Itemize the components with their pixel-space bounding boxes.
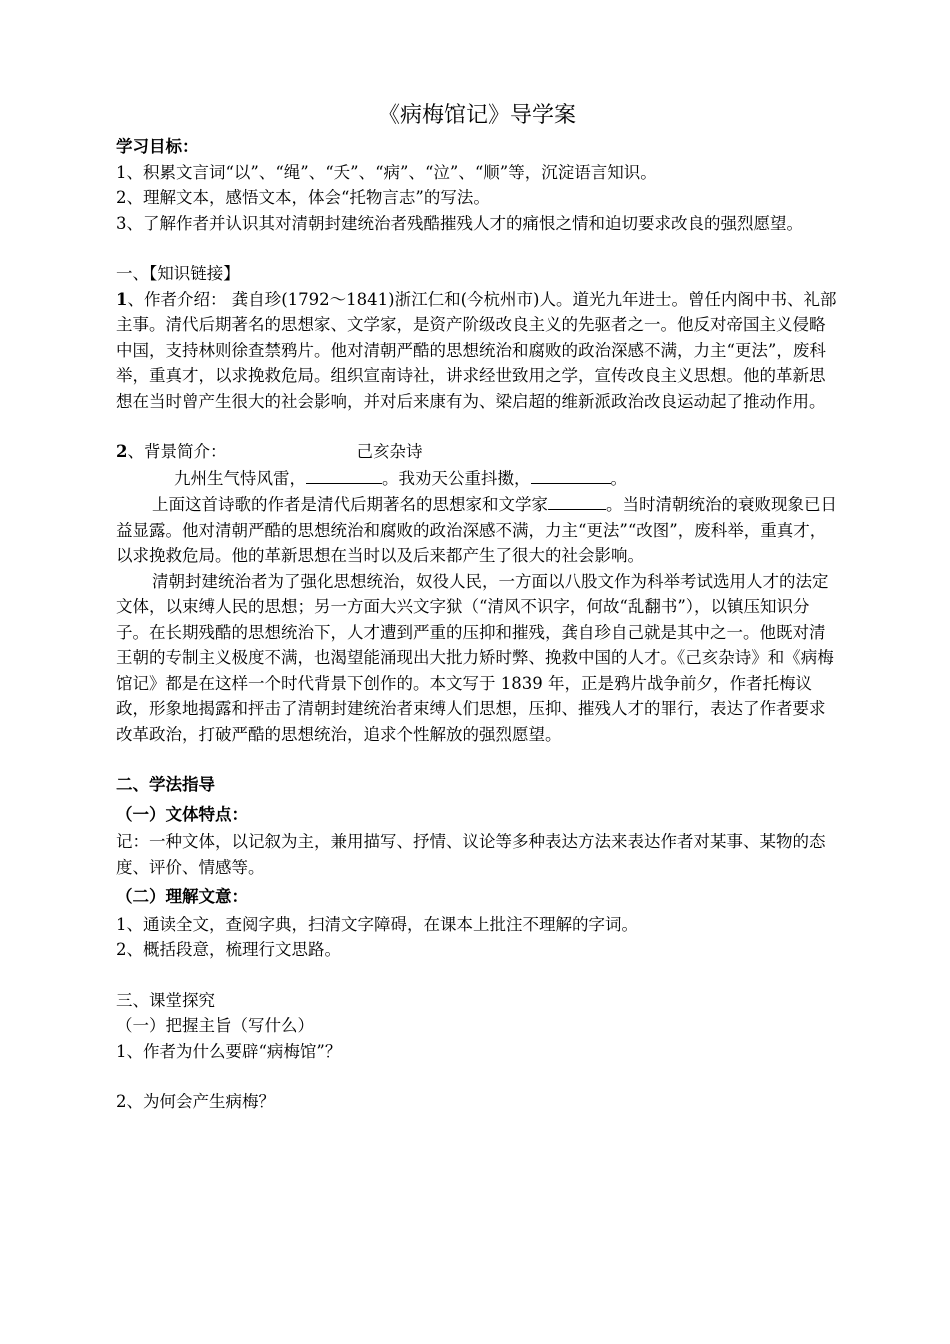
poem-line-a: 九州生气恃风雷， — [174, 468, 306, 488]
genre-text: 记：一种文体，以记叙为主，兼用描写、抒情、议论等多种表达方法来表达作者对某事、某物的态度、评价、情感等。 — [116, 832, 826, 877]
background-para-1b: 。当时清朝统治的衰败现象已日益显露。他对清朝严酷的思想统治和腐败的政治深感不满，力主“更法”“改图”，废科举，重真才，以求挽救危局。他的革新思想在当时以及后来都产生了很大的社会影响。 — [116, 495, 837, 565]
section2-heading: 二、学法指导 — [116, 775, 215, 794]
document-page — [116, 98, 838, 1115]
author-intro-number: 1 — [116, 289, 128, 309]
meaning-subheading: （二）理解文意： — [116, 887, 248, 906]
background-para-2: 清朝封建统治者为了强化思想统治，奴役人民，一方面以八股文作为科举考试选用人才的法定文体，以束缚人民的思想；另一方面大兴文字狱（“清风不识字，何故“乱翻书”），以镇压知识分子。在长期残酷的思想统治下，人才遭到严重的压抑和摧残，龚自珍自己就是其中之一。他既对清王朝的专制主义极度不满，也渴望能涌现出大批力矫时弊、挽救中国的人才。《己亥杂诗》和《病梅馆记》都是在这样一个时代背景下创作的。本文写于 1839 年，正是鸦片战争前夕，作者托梅议政，形象地揭露和抨击了清朝封建统治者束缚人们思想，压抑、摧残人才的罪行，表达了作者要求改革政治，打破严酷的思想统治，追求个性解放的强烈愿望。 — [116, 571, 834, 744]
poem-blank-2[interactable] — [531, 465, 611, 484]
author-intro — [116, 287, 838, 415]
poem-line-c: 。 — [610, 468, 627, 488]
background-intro — [116, 439, 838, 465]
goal-item-3: 3、了解作者并认识其对清朝封建统治者残酷摧残人才的痛恨之情和迫切要求改良的强烈愿望。 — [116, 213, 803, 233]
background-number: 2 — [116, 442, 128, 461]
meaning-item-1: 1、通读全文，查阅字典，扫清文字障碍，在课本上批注不理解的字词。 — [116, 914, 638, 934]
goals-heading: 学习目标： — [116, 137, 199, 156]
author-intro-text: 、作者介绍： 龚自珍(1792～1841)浙江仁和(今杭州市)人。道光九年进士。曾任内阁中书、礼部主事。清代后期著名的思想家、文学家，是资产阶级改良主义的先驱者之一。他反对帝国主义侵略中国，支持林则徐查禁鸦片。他对清朝严酷的思想统治和腐败的政治深感不满，力主“更法”，废科举，重真才，以求挽救危局。组织宣南诗社，讲求经世致用之学，宣传改良主义思想。他的革新思想在当时曾产生很大的社会影响，并对后来康有为、梁启超的维新派政治改良运动起了推动作用。 — [116, 289, 837, 411]
poem-lines — [116, 465, 838, 492]
goal-item-2: 2、理解文本，感悟文本，体会“托物言志”的写法。 — [116, 188, 490, 207]
genre-subheading: （一）文体特点： — [116, 804, 248, 824]
background-para-1 — [116, 491, 838, 569]
author-blank[interactable] — [548, 491, 606, 510]
section1-heading: 一、【知识链接】 — [116, 264, 240, 283]
question-2: 2、为何会产生病梅？ — [116, 1092, 275, 1111]
background-para-1a: 上面这首诗歌的作者是清代后期著名的思想家和文学家 — [152, 495, 548, 514]
page-title: 《病梅馆记》导学案 — [377, 103, 576, 128]
poem-title: 己亥杂诗 — [356, 442, 423, 461]
goal-item-1: 1、积累文言词“以”、“绳”、“夭”、“病”、“泣”、“顺”等，沉淀语言知识。 — [116, 162, 657, 182]
section3-heading: 三、课堂探究 — [116, 990, 215, 1010]
question-1: 1、作者为什么要辟“病梅馆”？ — [116, 1041, 342, 1061]
poem-blank-1[interactable] — [306, 465, 382, 484]
meaning-item-2: 2、概括段意，梳理行文思路。 — [116, 940, 341, 959]
theme-subheading: （一）把握主旨（写什么） — [116, 1016, 314, 1035]
poem-line-b: 。我劝天公重抖擞， — [382, 468, 531, 488]
background-label: 、背景简介： — [127, 442, 227, 461]
